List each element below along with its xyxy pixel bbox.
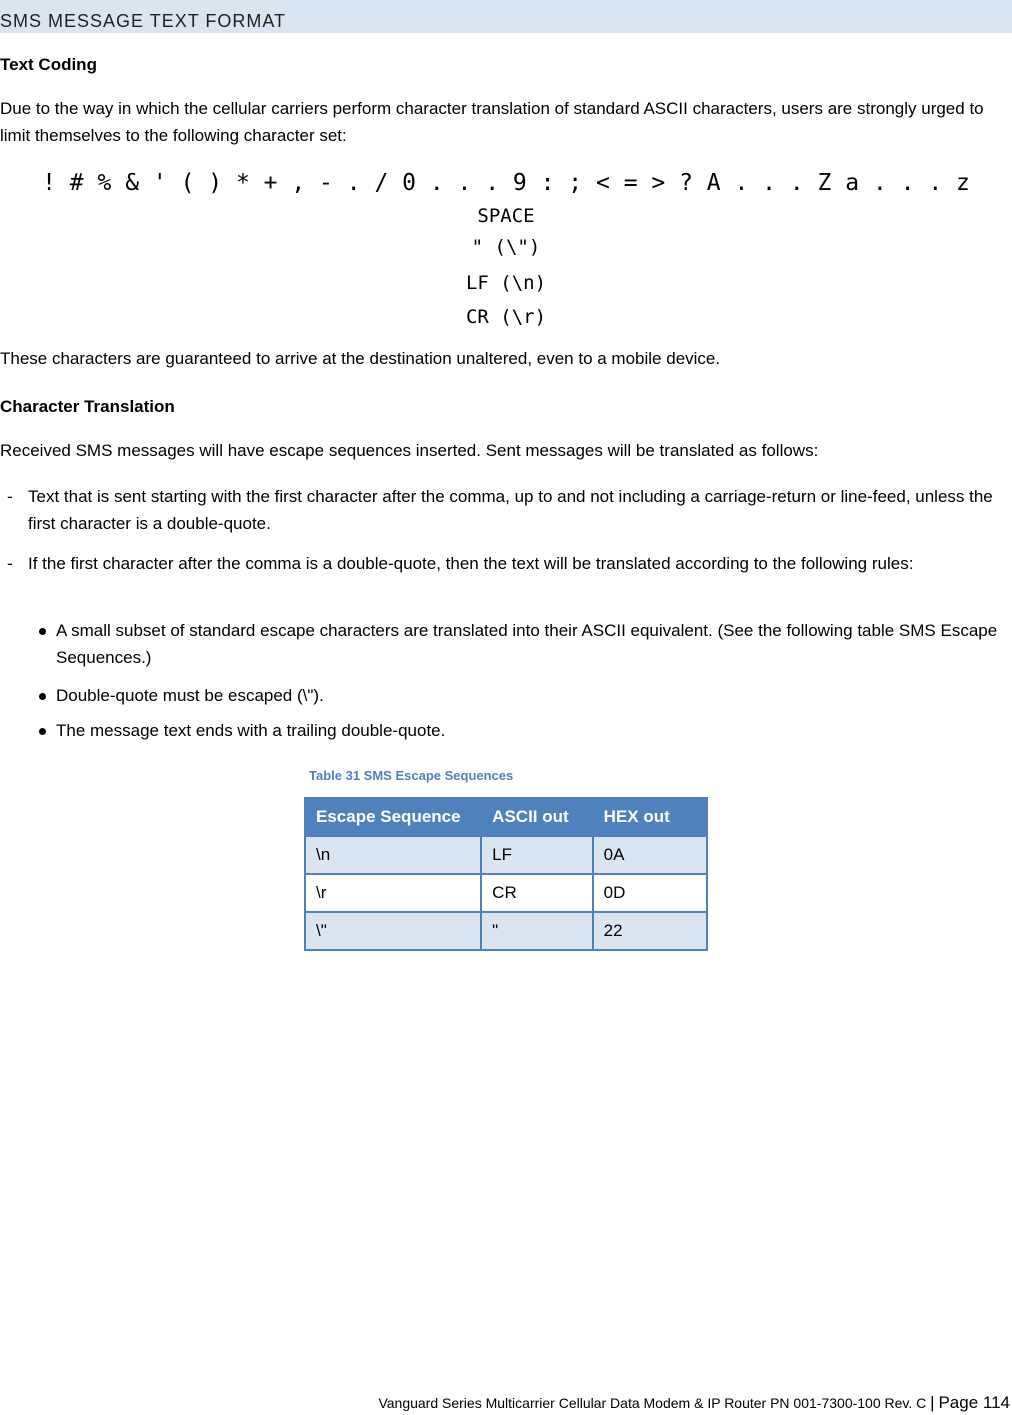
bullet-icon [39,628,46,635]
charset-cr: CR (\r) [465,306,547,328]
table-cell: CR [481,874,592,912]
section-title: SMS MESSAGE TEXT FORMAT [0,11,287,32]
table-cell: " [481,912,592,950]
table-header-row [305,798,707,836]
page-number: Page 114 [938,1393,1010,1412]
header-hex-out: HEX out [593,798,707,836]
charset-main: ! # % & ' ( ) * + , - . / 0 . . . 9 : ; < = > ? A . . . Z a . . . z [42,170,970,196]
table-cell: \r [305,874,481,912]
table-cell: 0D [593,874,707,912]
charset-space: SPACE [477,205,535,227]
table-caption: Table 31 SMS Escape Sequences [309,768,514,783]
dash-marker: - [7,554,13,573]
list-item: A small subset of standard escape characters are translated into their ASCII equivalent. (See the following table SMS Escape Sequences.) [56,621,998,667]
list-item: The message text ends with a trailing double-quote. [56,721,446,740]
character-translation-intro: Received SMS messages will have escape sequences inserted. Sent messages will be translated as follows: [0,441,819,460]
bullet-icon [39,693,46,700]
text-coding-heading: Text Coding [0,55,97,74]
list-item: Text that is sent starting with the first character after the comma, up to and not including a carriage-return or line-feed, unless the first character is a double-quote. [28,487,993,533]
character-translation-heading: Character Translation [0,397,175,416]
table-cell: \n [305,836,481,874]
list-item: If the first character after the comma is a double-quote, then the text will be translated according to the following rules: [28,554,914,573]
escape-sequence-table [304,797,708,951]
text-coding-outro: These characters are guaranteed to arrive at the destination unaltered, even to a mobile device. [0,349,721,368]
table-cell: LF [481,836,592,874]
table-cell: 0A [593,836,707,874]
header-ascii-out: ASCII out [481,798,592,836]
text-coding-intro: Due to the way in which the cellular carriers perform character translation of standard ASCII characters, users are strongly urged to limit themselves to the following character set: [0,99,984,145]
table-row [305,836,707,874]
page-footer [378,1393,1010,1413]
dash-marker: - [7,487,13,506]
footer-separator: | [930,1393,935,1412]
table-cell: 22 [593,912,707,950]
header-escape-sequence: Escape Sequence [305,798,481,836]
footer-doc-title: Vanguard Series Multicarrier Cellular Data Modem & IP Router PN 001-7300-100 Rev. C [378,1395,927,1411]
table-cell: \" [305,912,481,950]
list-item: Double-quote must be escaped (\"). [56,686,324,705]
table-row [305,874,707,912]
charset-lf: LF (\n) [465,272,547,294]
bullet-icon [39,728,46,735]
charset-double-quote: " (\") [471,236,541,258]
table-row [305,912,707,950]
